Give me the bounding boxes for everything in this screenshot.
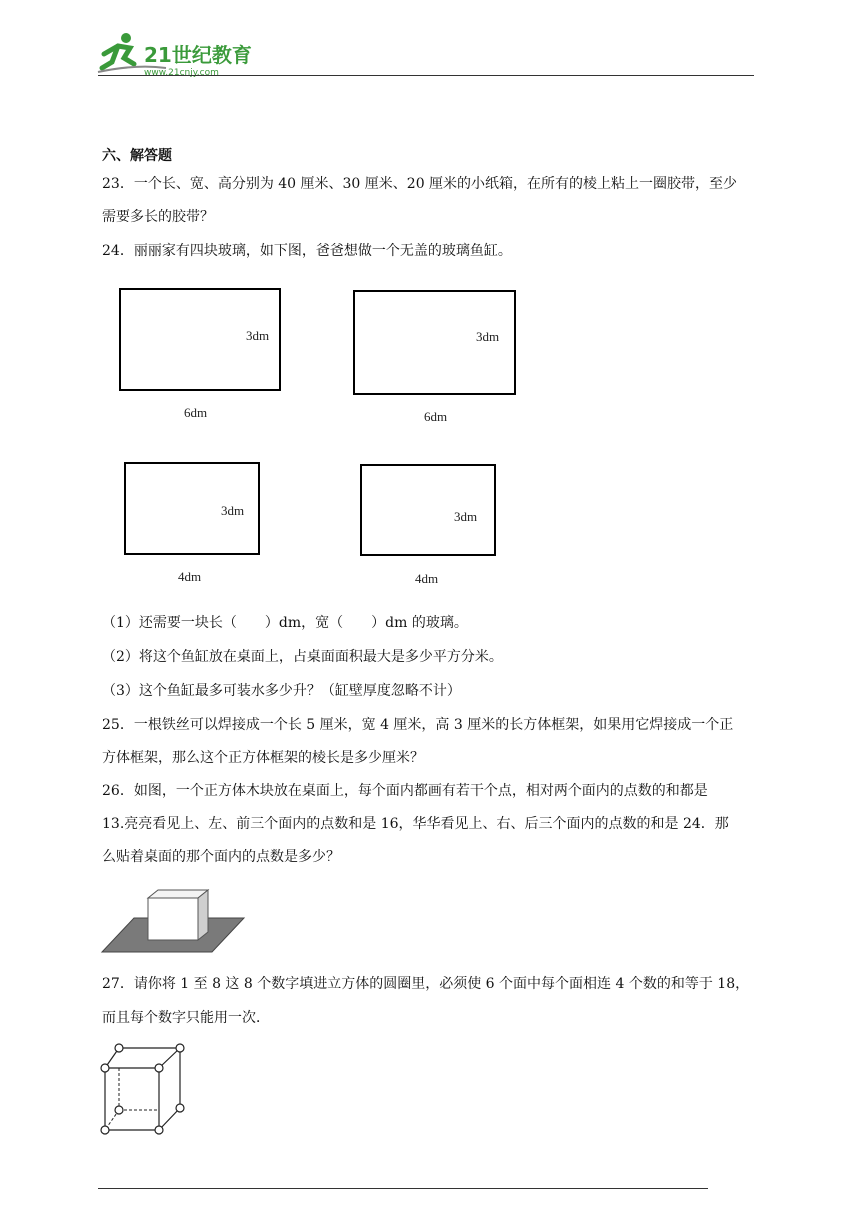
- glass-pane-3-height: 3dm: [221, 503, 245, 518]
- question-27-line1: 27．请你将 1 至 8 这 8 个数字填进立方体的圆圈里，必须使 6 个面中每个面相连 4 个数的和等于 18，: [102, 976, 750, 992]
- header-divider: [98, 75, 754, 76]
- question-26-line1: 26．如图，一个正方体木块放在桌面上，每个面内都画有若干个点，相对两个面内的点数的和都是: [102, 783, 708, 799]
- question-23-line2: 需要多长的胶带？: [102, 209, 214, 225]
- question-24-sub1: （1）还需要一块长（ ）dm，宽（ ）dm 的玻璃。: [102, 615, 468, 631]
- glass-pane-2-height: 3dm: [476, 329, 500, 344]
- cube-front-face: [148, 898, 198, 940]
- cube-circles-figure: [98, 1040, 190, 1138]
- glass-pane-1-width: 6dm: [184, 405, 208, 420]
- vertex-circle: [101, 1126, 109, 1134]
- glass-pane-4-height: 3dm: [454, 509, 478, 524]
- vertex-circle: [155, 1064, 163, 1072]
- svg-text:www.21cnjy.com: www.21cnjy.com: [144, 68, 219, 78]
- site-logo: [96, 28, 266, 80]
- glass-pane-4-width: 4dm: [415, 571, 439, 586]
- question-24-sub2: （2）将这个鱼缸放在桌面上，占桌面面积最大是多少平方分米。: [102, 649, 503, 665]
- question-27-line2: 而且每个数字只能用一次．: [102, 1010, 270, 1026]
- page-header: [0, 0, 860, 90]
- cube-on-table-figure: [100, 886, 246, 954]
- section-title: 六、解答题: [102, 148, 172, 164]
- question-25-line1: 25．一根铁丝可以焊接成一个长 5 厘米，宽 4 厘米，高 3 厘米的长方体框架，如果用它焊接成一个正: [102, 717, 734, 733]
- vertex-circle: [115, 1044, 123, 1052]
- glass-pane-1-height: 3dm: [246, 328, 270, 343]
- question-23-line1: 23．一个长、宽、高分别为 40 厘米、30 厘米、20 厘米的小纸箱，在所有的棱上粘上一圈胶带，至少: [102, 176, 738, 192]
- question-25-line2: 方体框架，那么这个正方体框架的棱长是多少厘米？: [102, 750, 424, 766]
- cube-right-face: [198, 890, 208, 940]
- glass-pane-2-width: 6dm: [424, 409, 448, 424]
- glass-pane-3-width: 4dm: [178, 569, 202, 584]
- vertex-circle: [101, 1064, 109, 1072]
- vertex-circle: [115, 1106, 123, 1114]
- question-26-line3: 么贴着桌面的那个面内的点数是多少？: [102, 849, 340, 865]
- footer-divider: [98, 1188, 708, 1189]
- vertex-circle: [176, 1104, 184, 1112]
- vertex-circle: [155, 1126, 163, 1134]
- question-26-line2: 13.亮亮看见上、左、前三个面内的点数和是 16，华华看见上、右、后三个面内的点数的和是 24．那: [102, 816, 729, 832]
- vertex-circle: [176, 1044, 184, 1052]
- question-24-sub3: （3）这个鱼缸最多可装水多少升？（缸壁厚度忽略不计）: [102, 683, 461, 699]
- svg-text:21世纪教育: 21世纪教育: [144, 43, 252, 67]
- question-24-stem: 24．丽丽家有四块玻璃，如下图，爸爸想做一个无盖的玻璃鱼缸。: [102, 243, 512, 259]
